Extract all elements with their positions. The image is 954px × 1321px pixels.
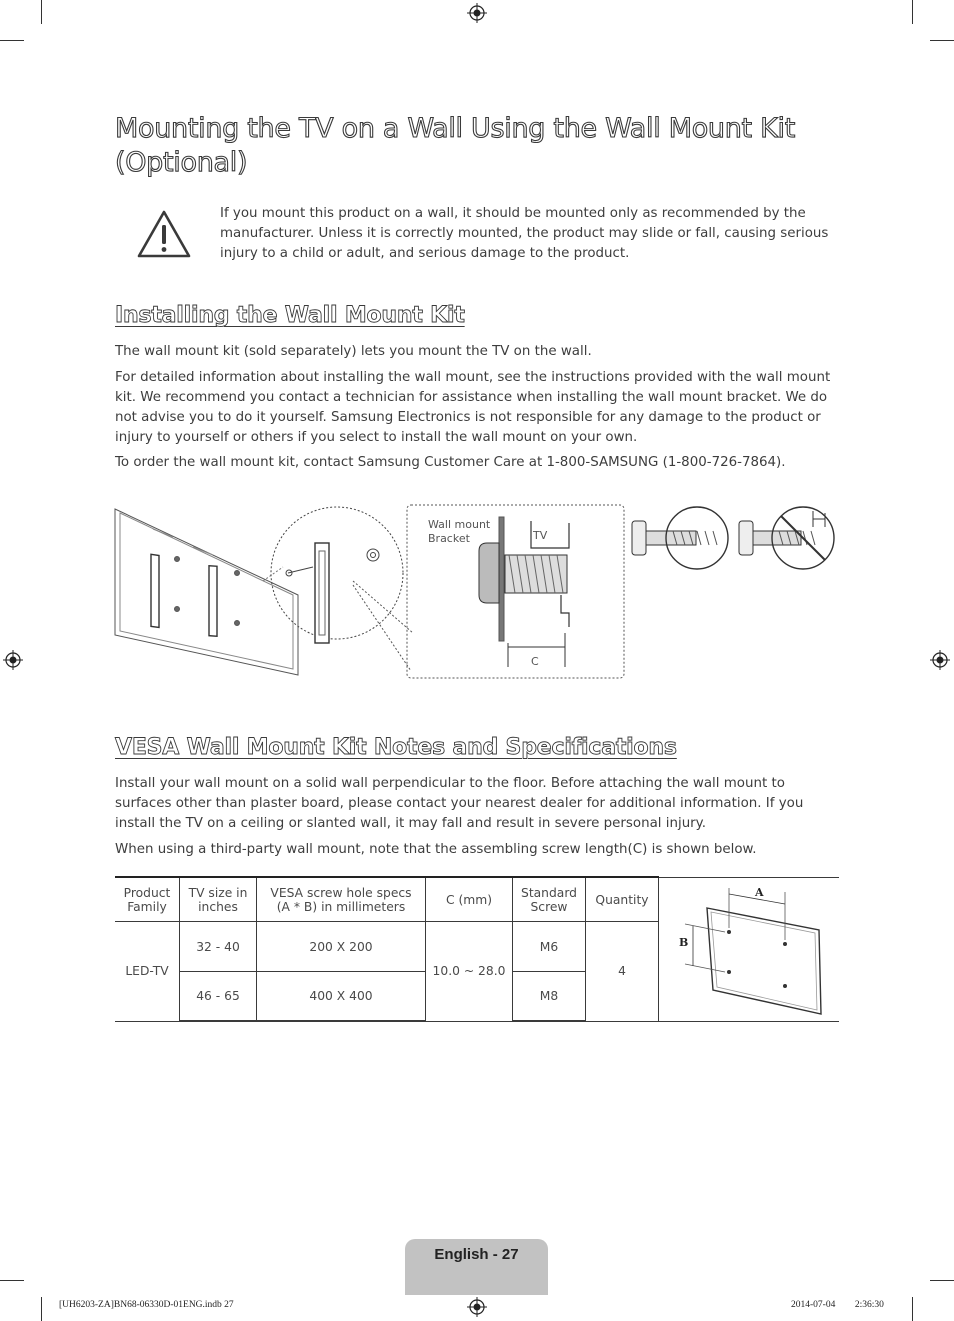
paragraph: For detailed information about installing the wall mount, see the instructions provided with the wall mount kit. We recommend you contact a technician for assistance when installing the wall mount bracket. We do not advise you to do it yourself. Samsung Electronics is not responsible for any damage to the product or injury to yourself or others if you select to install the wall mount on your own. bbox=[115, 370, 831, 445]
header-quantity: Quantity bbox=[586, 877, 659, 922]
screw-cross-section bbox=[479, 517, 569, 667]
vesa-diagram-cell bbox=[659, 877, 840, 1021]
cell-tv-size: 32 - 40 bbox=[180, 922, 257, 972]
crop-mark bbox=[930, 40, 954, 41]
registration-mark-icon bbox=[930, 650, 950, 670]
dimension-b-label: B bbox=[679, 935, 689, 949]
vesa-hole-diagram bbox=[659, 878, 839, 1018]
header-standard-screw: Standard Screw bbox=[513, 877, 586, 922]
paragraph: When using a third-party wall mount, note that the assembling screw length(C) is shown below. bbox=[115, 842, 757, 857]
crop-mark bbox=[41, 1297, 42, 1321]
warning-text: If you mount this product on a wall, it should be mounted only as recommended by the manufacturer. Unless it is correctly mounted, the product may slide or fall, causing serious injury to a child or adult, and serious damage to the product. bbox=[220, 206, 829, 261]
crop-mark bbox=[0, 40, 24, 41]
header-c-mm: C (mm) bbox=[426, 877, 513, 922]
cell-vesa-spec: 200 X 200 bbox=[257, 922, 426, 972]
zoom-circle bbox=[271, 507, 403, 643]
wall-mount-label: Wall mount bbox=[428, 518, 491, 531]
registration-mark-icon bbox=[3, 650, 23, 670]
cell-tv-size: 46 - 65 bbox=[180, 972, 257, 1022]
print-slug-left: [UH6203-ZA]BN68-06330D-01ENG.indb 27 bbox=[59, 1300, 234, 1310]
cell-vesa-spec: 400 X 400 bbox=[257, 972, 426, 1022]
tv-back-drawing bbox=[115, 509, 298, 675]
header-tv-size: TV size in inches bbox=[180, 877, 257, 922]
crop-mark bbox=[930, 1280, 954, 1281]
cell-screw: M8 bbox=[513, 972, 586, 1022]
registration-mark-icon bbox=[467, 1297, 487, 1317]
header-product-family: Product Family bbox=[115, 877, 180, 922]
page-number: English - 27 bbox=[434, 1246, 519, 1263]
section-heading-vesa: VESA Wall Mount Kit Notes and Specifications bbox=[115, 735, 677, 760]
paragraph: To order the wall mount kit, contact Samsung Customer Care at 1-800-SAMSUNG (1-800-726-7864). bbox=[115, 455, 786, 470]
header-vesa-specs: VESA screw hole specs (A * B) in millimeters bbox=[257, 877, 426, 922]
page-title: Mounting the TV on a Wall Using the Wall Mount Kit (Optional) bbox=[115, 113, 796, 178]
registration-mark-icon bbox=[467, 3, 487, 23]
bracket-label: Bracket bbox=[428, 532, 470, 545]
paragraph: The wall mount kit (sold separately) lets you mount the TV on the wall. bbox=[115, 344, 592, 359]
table-header-row bbox=[115, 877, 839, 922]
crop-mark bbox=[912, 0, 913, 24]
correct-screw-icon bbox=[632, 507, 728, 569]
tv-label: TV bbox=[533, 529, 548, 542]
prohibited-screw-icon bbox=[739, 507, 834, 569]
vesa-spec-table bbox=[115, 876, 839, 1022]
crop-mark bbox=[41, 0, 42, 24]
crop-mark bbox=[0, 1280, 24, 1281]
cell-screw: M6 bbox=[513, 922, 586, 972]
c-dimension-label: C bbox=[531, 655, 539, 668]
wall-mount-illustration bbox=[113, 503, 839, 681]
cell-quantity: 4 bbox=[586, 922, 659, 1022]
paragraph: Install your wall mount on a solid wall perpendicular to the floor. Before attaching the wall mount to surfaces other than plaster board, please contact your nearest dealer for additional information. If you install the TV on a ceiling or slanted wall, it may fall and result in severe personal injury. bbox=[115, 776, 804, 831]
section-heading-installing: Installing the Wall Mount Kit bbox=[115, 303, 465, 328]
print-slug-right: 2014-07-04 ￿￿ 2:36:30 bbox=[791, 1300, 884, 1310]
dimension-a-label: A bbox=[755, 885, 764, 899]
cell-c-value: 10.0 ~ 28.0 bbox=[426, 922, 513, 1022]
cell-product-family: LED-TV bbox=[115, 922, 180, 1022]
warning-triangle-icon bbox=[136, 209, 192, 259]
crop-mark bbox=[912, 1297, 913, 1321]
